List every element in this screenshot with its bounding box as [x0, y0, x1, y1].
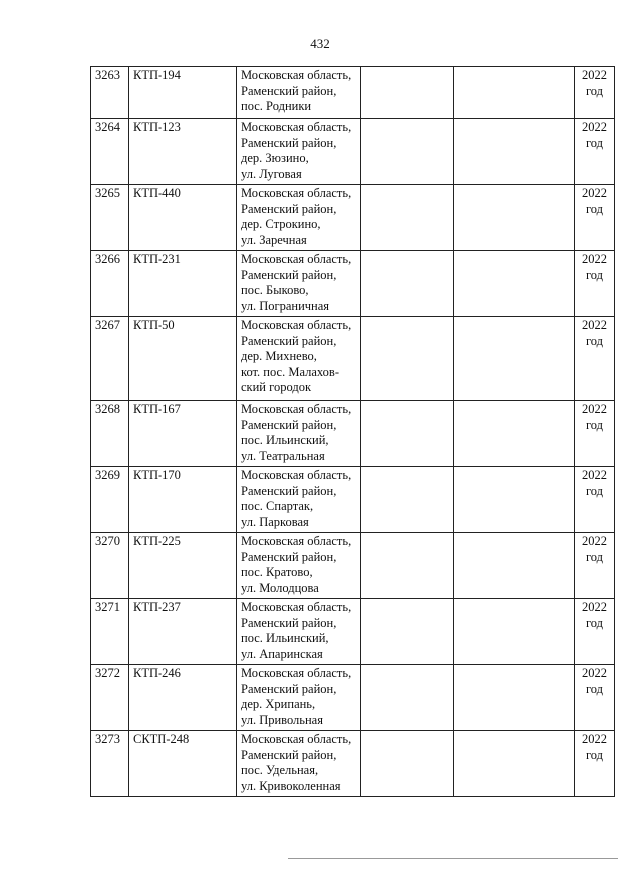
substation-code-cell: КТП-231 — [129, 251, 237, 317]
address-line: пос. Спартак, — [241, 499, 314, 513]
year-unit: год — [585, 681, 604, 696]
year-value: 2022 — [582, 534, 607, 548]
year-unit: год — [585, 417, 604, 432]
address-line: Раменский район, — [241, 83, 337, 98]
address-line: пос. Родники — [241, 99, 312, 113]
registry-table — [90, 66, 615, 797]
row-number-cell: 3267 — [91, 317, 129, 401]
year-unit: год — [585, 135, 604, 150]
year-value: 2022 — [582, 732, 607, 746]
address-line: пос. Ильинский, — [241, 631, 329, 645]
address-cell — [237, 185, 361, 251]
address-line: ул. Луговая — [241, 166, 302, 181]
address-line: Московская область, — [241, 468, 352, 482]
year-cell — [575, 533, 615, 599]
table-row — [91, 119, 615, 185]
address-line: дер. Зюзино, — [241, 151, 309, 165]
year-unit: год — [585, 201, 604, 216]
address-line: ул. Молодцова — [241, 580, 319, 595]
year-cell — [575, 401, 615, 467]
address-line: Московская область, — [241, 534, 352, 548]
row-number-cell: 3266 — [91, 251, 129, 317]
row-number-cell: 3270 — [91, 533, 129, 599]
year-unit: год — [585, 747, 604, 762]
row-number-cell: 3272 — [91, 665, 129, 731]
address-cell — [237, 251, 361, 317]
row-number-cell: 3268 — [91, 401, 129, 467]
address-line: Московская область, — [241, 732, 352, 746]
year-value: 2022 — [582, 120, 607, 134]
address-cell — [237, 67, 361, 119]
year-cell — [575, 67, 615, 119]
address-line: ул. Пограничная — [241, 298, 330, 313]
empty-cell-4 — [361, 533, 454, 599]
empty-cell-5 — [454, 731, 575, 797]
row-number-cell: 3269 — [91, 467, 129, 533]
table-row — [91, 185, 615, 251]
year-cell — [575, 665, 615, 731]
address-line: Московская область, — [241, 402, 352, 416]
address-line: Раменский район, — [241, 135, 337, 150]
year-unit: год — [585, 83, 604, 98]
empty-cell-4 — [361, 251, 454, 317]
year-cell — [575, 599, 615, 665]
empty-cell-4 — [361, 119, 454, 185]
empty-cell-4 — [361, 185, 454, 251]
address-cell — [237, 401, 361, 467]
year-value: 2022 — [582, 186, 607, 200]
year-cell — [575, 467, 615, 533]
address-line: Московская область, — [241, 666, 352, 680]
row-number-cell: 3273 — [91, 731, 129, 797]
table-row — [91, 467, 615, 533]
footer-rule — [288, 858, 618, 859]
address-line: ул. Апаринская — [241, 646, 323, 661]
empty-cell-4 — [361, 731, 454, 797]
empty-cell-4 — [361, 599, 454, 665]
empty-cell-5 — [454, 251, 575, 317]
address-line: Московская область, — [241, 252, 352, 266]
substation-code-cell: КТП-194 — [129, 67, 237, 119]
table-row — [91, 731, 615, 797]
row-number-cell: 3264 — [91, 119, 129, 185]
year-cell — [575, 251, 615, 317]
address-cell — [237, 533, 361, 599]
address-line: Раменский район, — [241, 417, 337, 432]
year-value: 2022 — [582, 318, 607, 332]
year-cell — [575, 317, 615, 401]
empty-cell-5 — [454, 401, 575, 467]
year-unit: год — [585, 333, 604, 348]
substation-code-cell: КТП-237 — [129, 599, 237, 665]
address-line: дер. Хрипань, — [241, 697, 316, 711]
address-cell — [237, 467, 361, 533]
substation-code-cell: КТП-225 — [129, 533, 237, 599]
substation-code-cell: КТП-246 — [129, 665, 237, 731]
address-cell — [237, 317, 361, 401]
year-value: 2022 — [582, 600, 607, 614]
empty-cell-5 — [454, 665, 575, 731]
address-line: ул. Парковая — [241, 514, 309, 529]
empty-cell-5 — [454, 185, 575, 251]
empty-cell-5 — [454, 67, 575, 119]
year-value: 2022 — [582, 402, 607, 416]
year-value: 2022 — [582, 468, 607, 482]
address-line: ул. Привольная — [241, 712, 323, 727]
address-line: дер. Михнево, — [241, 349, 317, 363]
year-unit: год — [585, 267, 604, 282]
address-line: Московская область, — [241, 318, 352, 332]
address-line: Раменский район, — [241, 333, 337, 348]
address-line: Раменский район, — [241, 681, 337, 696]
empty-cell-5 — [454, 467, 575, 533]
address-line: Раменский район, — [241, 615, 337, 630]
year-cell — [575, 185, 615, 251]
substation-code-cell: КТП-440 — [129, 185, 237, 251]
row-number-cell: 3263 — [91, 67, 129, 119]
address-line: пос. Удельная, — [241, 763, 319, 777]
address-line: пос. Кратово, — [241, 565, 313, 579]
year-cell — [575, 731, 615, 797]
table-row — [91, 665, 615, 731]
year-value: 2022 — [582, 666, 607, 680]
address-line: пос. Ильинский, — [241, 433, 329, 447]
address-line: Раменский район, — [241, 201, 337, 216]
empty-cell-4 — [361, 317, 454, 401]
table-row — [91, 599, 615, 665]
address-line: пос. Быково, — [241, 283, 309, 297]
address-line: кот. пос. Малахов- — [241, 364, 339, 379]
address-line: Раменский район, — [241, 747, 337, 762]
empty-cell-4 — [361, 665, 454, 731]
table-row — [91, 251, 615, 317]
address-line: ул. Театральная — [241, 448, 325, 463]
substation-code-cell: КТП-167 — [129, 401, 237, 467]
address-line: ул. Кривоколенная — [241, 778, 341, 793]
address-line: Московская область, — [241, 600, 352, 614]
table-row — [91, 533, 615, 599]
empty-cell-5 — [454, 599, 575, 665]
year-unit: год — [585, 483, 604, 498]
year-value: 2022 — [582, 68, 607, 82]
row-number-cell: 3265 — [91, 185, 129, 251]
address-line: дер. Строкино, — [241, 217, 321, 231]
year-cell — [575, 119, 615, 185]
page-number: 432 — [310, 36, 330, 51]
address-cell — [237, 599, 361, 665]
address-line: ул. Заречная — [241, 232, 307, 247]
address-cell — [237, 731, 361, 797]
address-line: ский городок — [241, 380, 312, 394]
address-line: Раменский район, — [241, 549, 337, 564]
address-line: Раменский район, — [241, 483, 337, 498]
address-line: Московская область, — [241, 68, 352, 82]
registry-rows — [91, 67, 615, 797]
table-row — [91, 67, 615, 119]
empty-cell-4 — [361, 67, 454, 119]
year-unit: год — [585, 615, 604, 630]
empty-cell-5 — [454, 119, 575, 185]
address-line: Московская область, — [241, 120, 352, 134]
substation-code-cell: СКТП-248 — [129, 731, 237, 797]
year-unit: год — [585, 549, 604, 564]
row-number-cell: 3271 — [91, 599, 129, 665]
empty-cell-5 — [454, 533, 575, 599]
empty-cell-4 — [361, 401, 454, 467]
table-row — [91, 401, 615, 467]
address-line: Московская область, — [241, 186, 352, 200]
empty-cell-4 — [361, 467, 454, 533]
substation-code-cell: КТП-50 — [129, 317, 237, 401]
address-cell — [237, 665, 361, 731]
substation-code-cell: КТП-123 — [129, 119, 237, 185]
address-cell — [237, 119, 361, 185]
table-row — [91, 317, 615, 401]
substation-code-cell: КТП-170 — [129, 467, 237, 533]
year-value: 2022 — [582, 252, 607, 266]
empty-cell-5 — [454, 317, 575, 401]
address-line: Раменский район, — [241, 267, 337, 282]
